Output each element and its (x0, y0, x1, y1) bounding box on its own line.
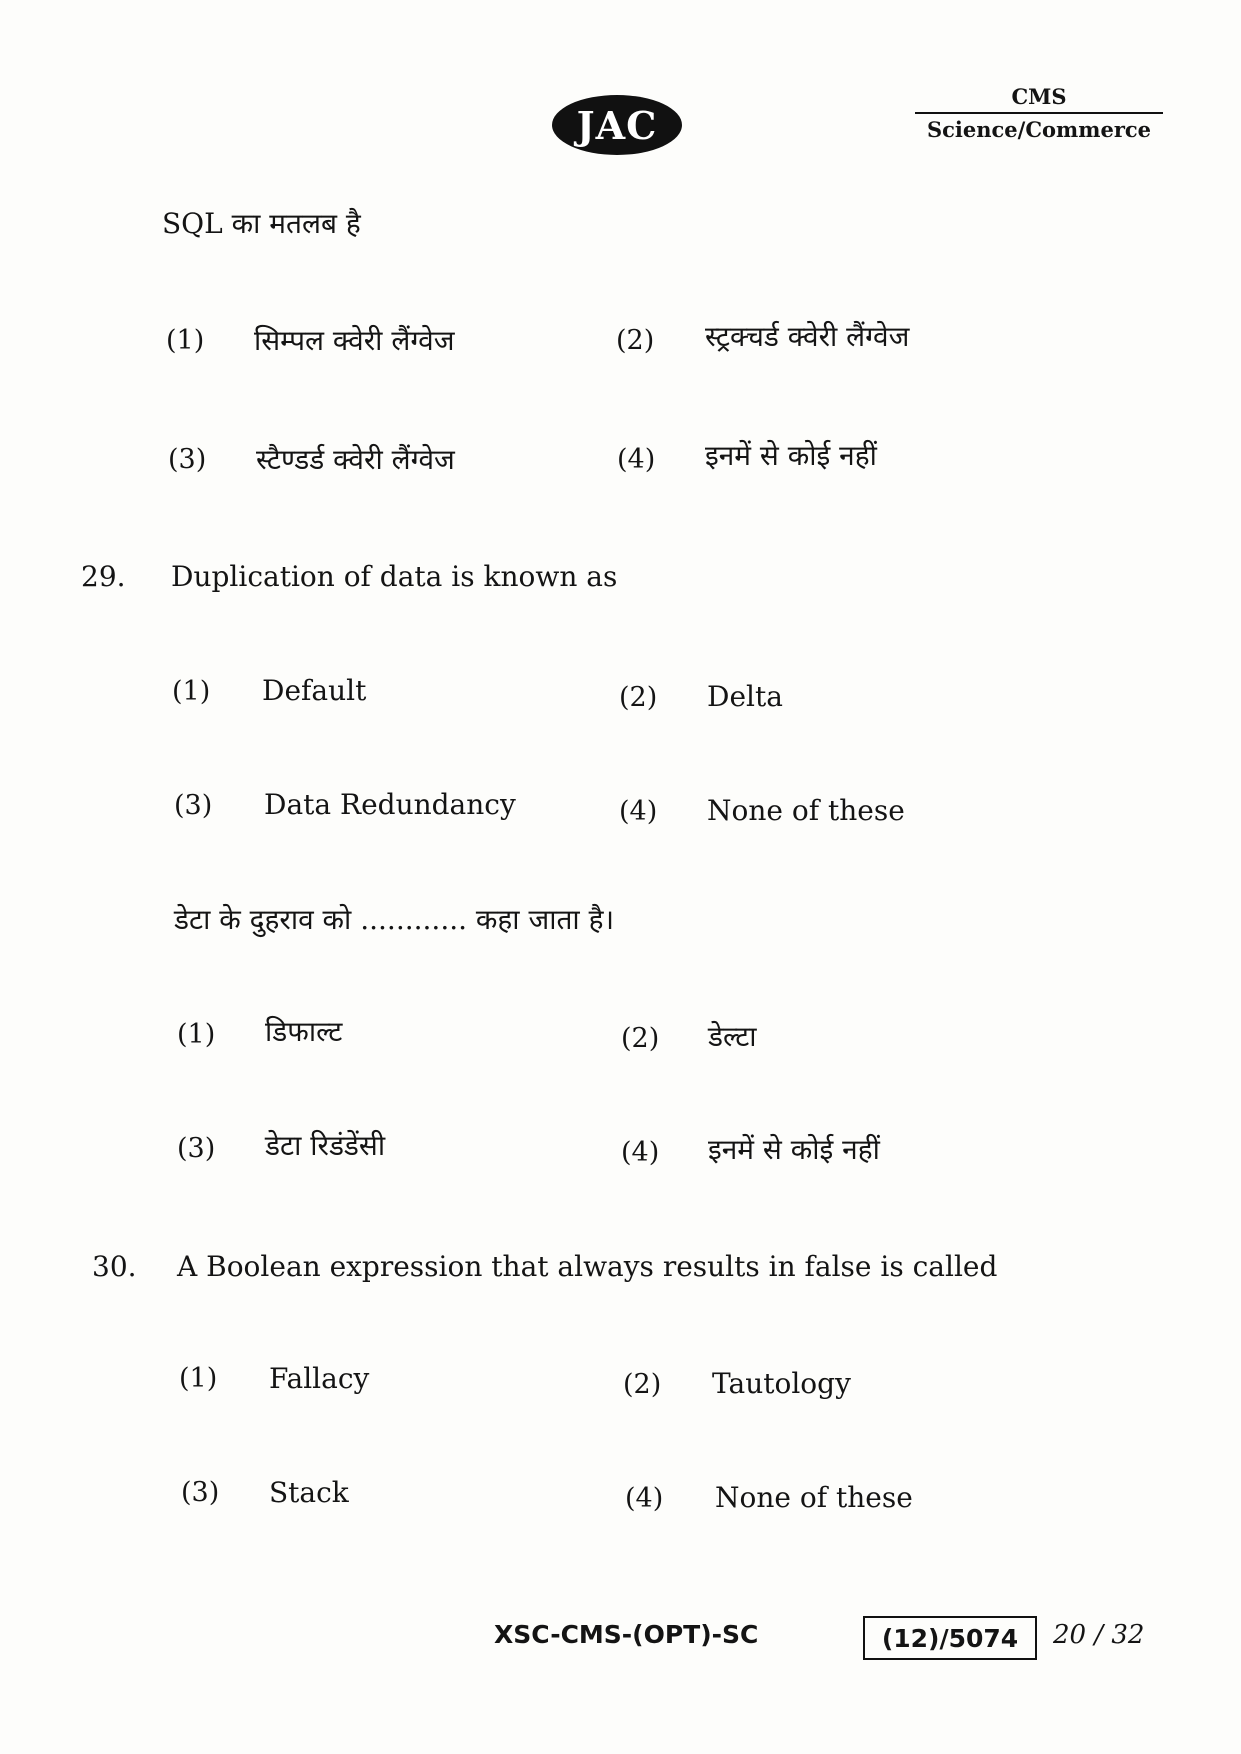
q29-hindi-option-3-text: डेटा रिडंडेंसी (265, 1129, 386, 1162)
subject-header (915, 84, 1163, 143)
q29-option-1-number: (1) (172, 676, 211, 707)
q30-question: A Boolean expression that always results in false is called (177, 1250, 998, 1283)
q29-hindi-option-1-number: (1) (177, 1019, 216, 1050)
q29-hindi-question: डेटा के दुहराव को ............ कहा जाता है। (174, 903, 615, 936)
q28-hindi-option-3-text: स्टैण्डर्ड क्वेरी लैंग्वेज (256, 443, 455, 476)
q28-hindi-option-1-text: सिम्पल क्वेरी लैंग्वेज (254, 324, 455, 357)
q30-option-4-number: (4) (625, 1483, 664, 1514)
q29-hindi-option-2-number: (2) (621, 1023, 660, 1054)
q28-hindi-option-3-number: (3) (168, 444, 207, 475)
set-code-box: (12)/5074 (863, 1616, 1037, 1660)
q29-hindi-option-4-text: इनमें से कोई नहीं (708, 1133, 880, 1166)
q28-hindi-option-2-text: स्ट्रक्चर्ड क्वेरी लैंग्वेज (705, 320, 910, 353)
q29-option-4-number: (4) (619, 796, 658, 827)
paper-code: XSC-CMS-(OPT)-SC (494, 1620, 759, 1649)
q28-hindi-option-1-number: (1) (166, 325, 205, 356)
subject-code: CMS (1011, 84, 1067, 109)
q30-option-1-number: (1) (179, 1363, 218, 1394)
q29-option-2-number: (2) (619, 682, 658, 713)
q29-option-2-text: Delta (707, 680, 783, 713)
page-number: 20 / 32 (1053, 1620, 1145, 1650)
q30-option-2-number: (2) (623, 1369, 662, 1400)
q28-hindi-option-4-number: (4) (617, 444, 656, 475)
q29-option-3-number: (3) (174, 790, 213, 821)
q29-number: 29. (81, 560, 126, 593)
q30-option-3-number: (3) (181, 1477, 220, 1508)
q29-hindi-option-2-text: डेल्टा (708, 1020, 757, 1053)
q28-hindi-option-2-number: (2) (616, 325, 655, 356)
q29-hindi-option-3-number: (3) (177, 1133, 216, 1164)
header-rule (915, 112, 1163, 114)
q28-hindi-question: SQL का मतलब है (162, 207, 361, 240)
q30-option-1-text: Fallacy (269, 1362, 370, 1395)
q30-option-3-text: Stack (269, 1476, 349, 1509)
jac-logo: JAC (552, 95, 682, 155)
stream-label: Science/Commerce (926, 117, 1152, 142)
q30-option-4-text: None of these (715, 1481, 913, 1514)
q30-option-2-text: Tautology (712, 1367, 851, 1400)
q29-option-4-text: None of these (707, 794, 905, 827)
q29-hindi-option-4-number: (4) (621, 1137, 660, 1168)
q29-option-3-text: Data Redundancy (264, 788, 516, 821)
q29-question: Duplication of data is known as (171, 560, 618, 593)
q30-number: 30. (92, 1250, 137, 1283)
q29-option-1-text: Default (262, 674, 367, 707)
q29-hindi-option-1-text: डिफाल्ट (265, 1015, 343, 1048)
q28-hindi-option-4-text: इनमें से कोई नहीं (705, 439, 877, 472)
